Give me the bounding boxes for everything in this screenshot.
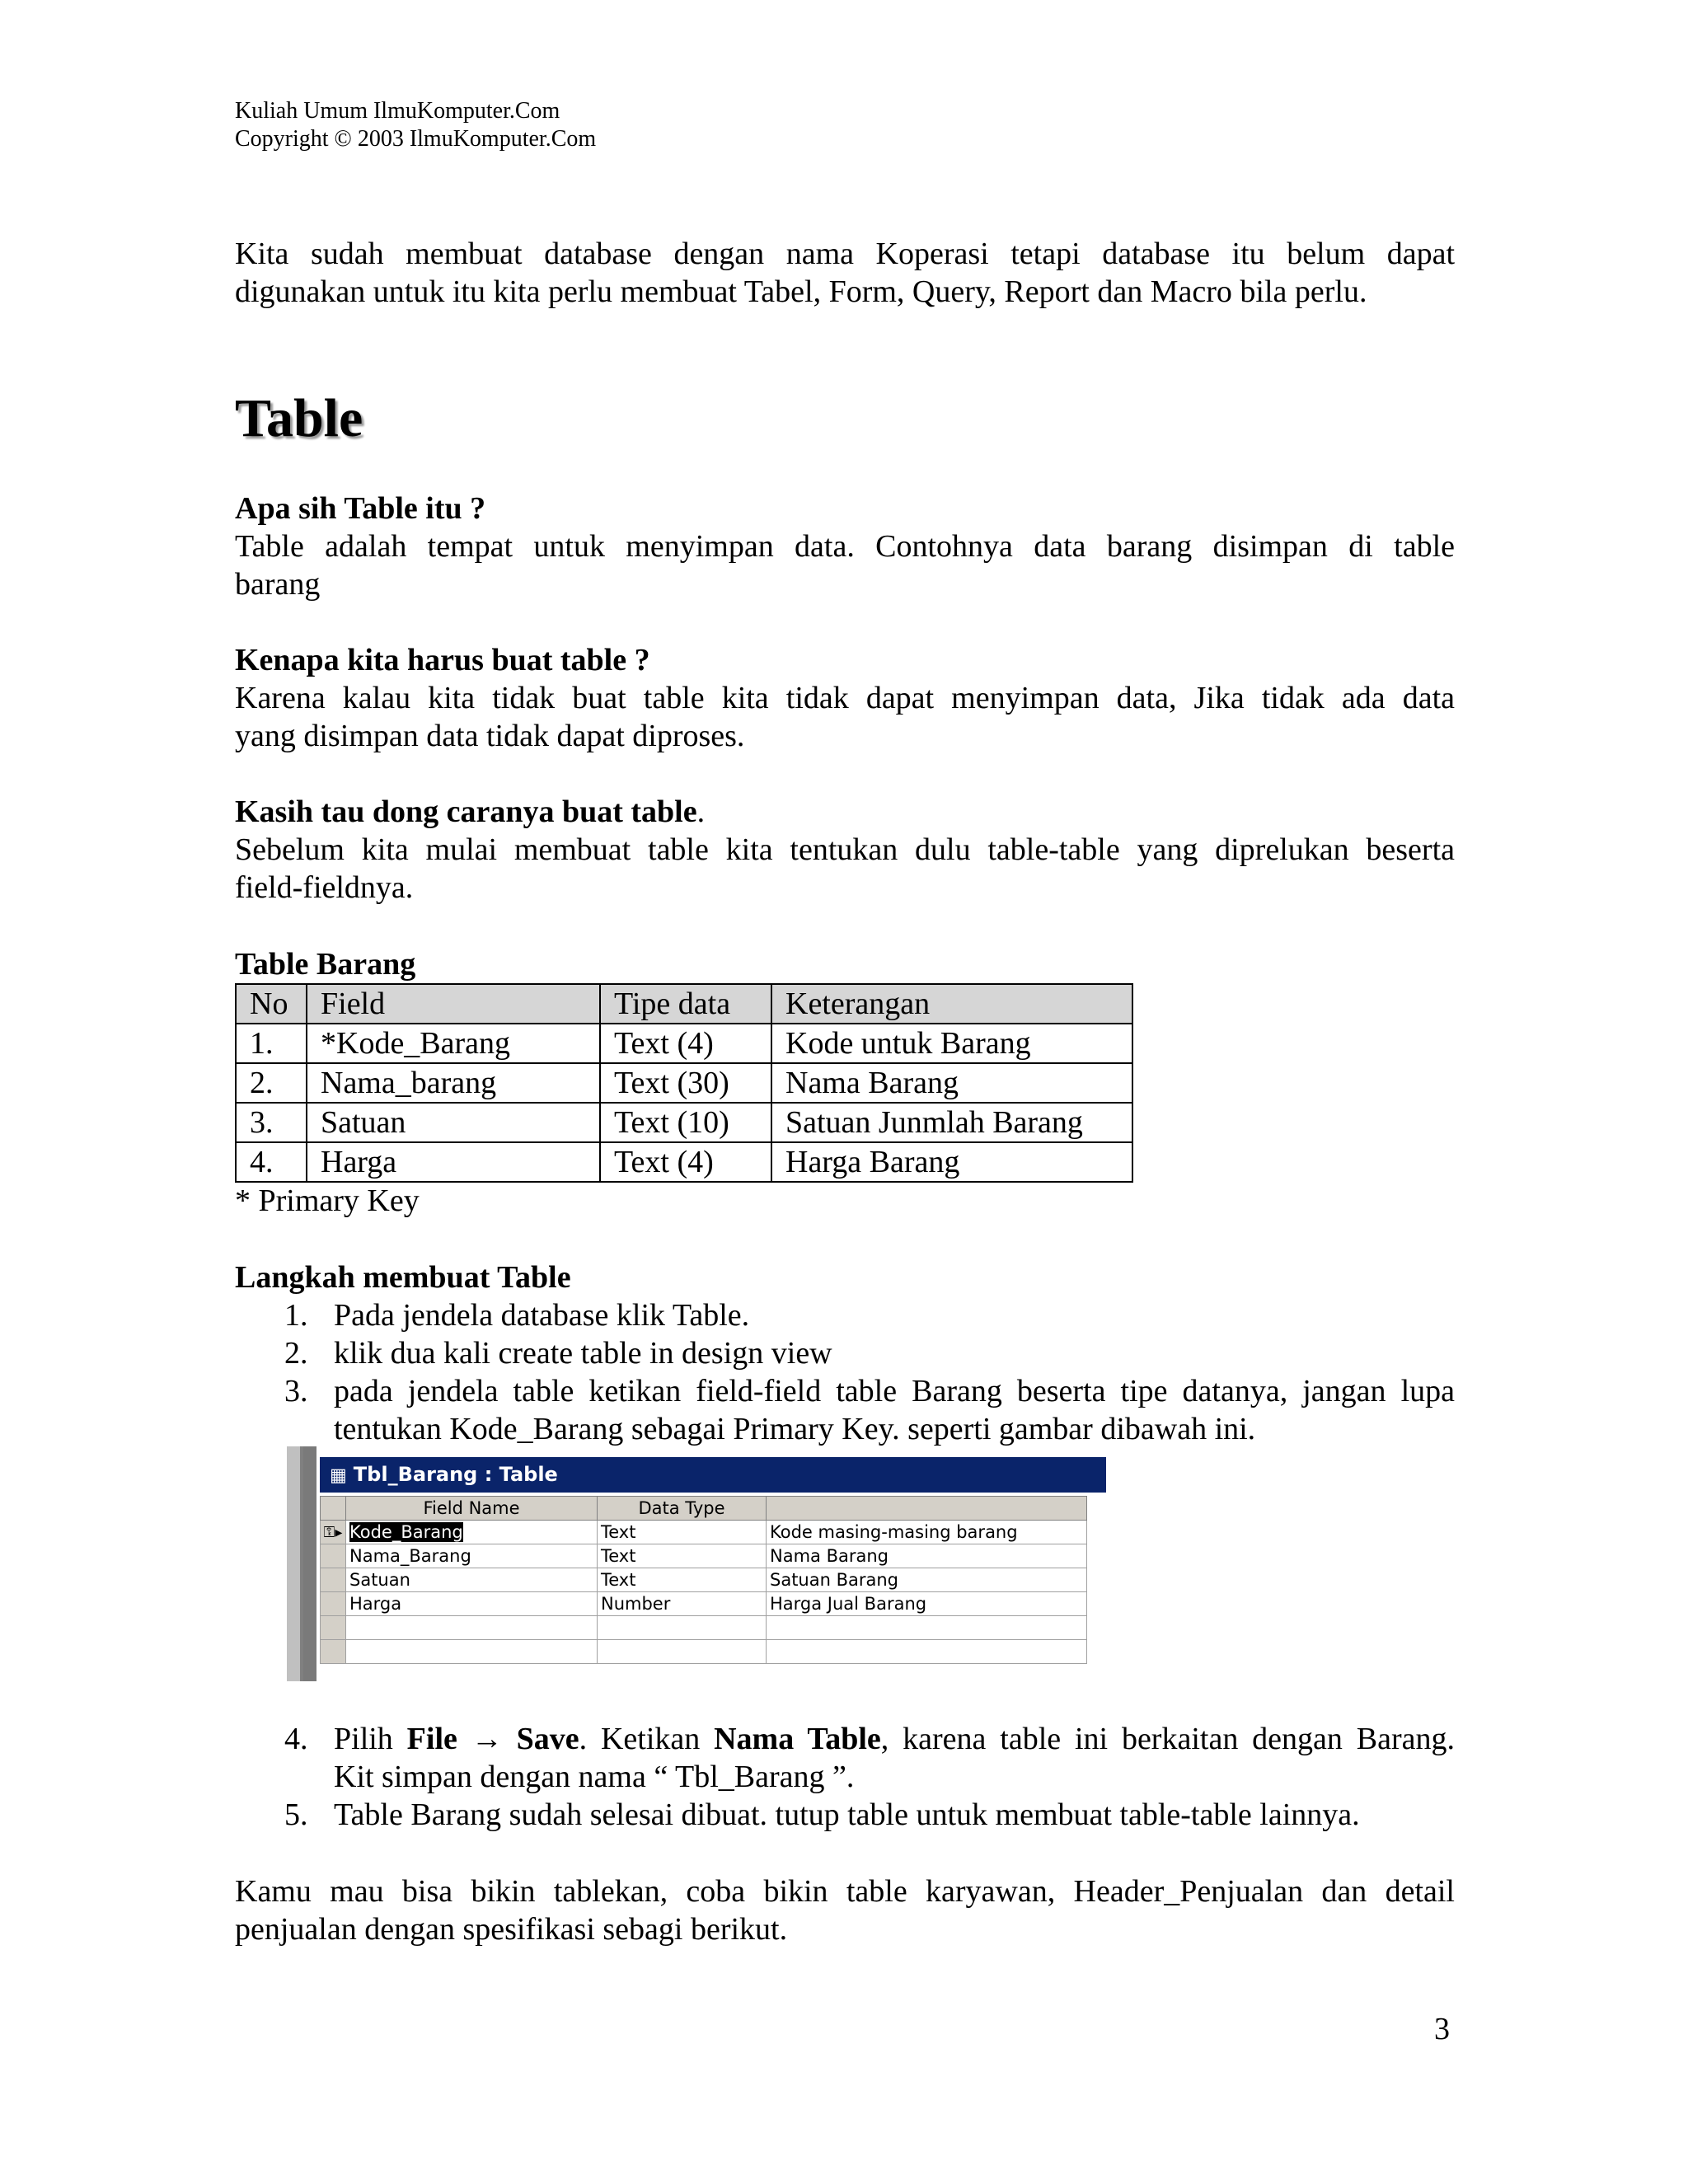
grid-cell[interactable] [767, 1616, 1087, 1640]
closing-line-1: Kamu mau bisa bikin tablekan, coba bikin table karyawan, Header_Penjualan dan detail [235, 1874, 1455, 1909]
grid-header-cell: Field Name [346, 1497, 598, 1521]
grid-cell[interactable] [598, 1640, 767, 1664]
table-title: Table Barang [235, 947, 416, 982]
grid-cell[interactable]: Nama_Barang [346, 1544, 598, 1568]
grid-cell[interactable] [767, 1640, 1087, 1664]
table-cell: *Kode_Barang [307, 1024, 600, 1063]
header-cell: Field [307, 984, 600, 1024]
list-text-part: . Ketikan [579, 1722, 715, 1756]
list-item [284, 1720, 1455, 1796]
row-selector-header [321, 1497, 346, 1521]
selected-field-name[interactable]: Kode_Barang [349, 1522, 463, 1542]
table-cell: Text (30) [600, 1063, 771, 1103]
bold-nama-table: Nama Table [714, 1722, 881, 1756]
table-footnote: * Primary Key [235, 1183, 420, 1218]
list-text-part: Pilih [334, 1722, 407, 1756]
steps-list-continued [284, 1720, 1455, 1834]
table-header-row [236, 984, 1132, 1024]
question-3-period: . [696, 794, 706, 829]
section-heading: Table [235, 388, 363, 448]
table-cell: 4. [236, 1142, 307, 1182]
list-item [284, 1296, 1455, 1334]
list-text-line-2: Kit simpan dengan nama “ Tbl_Barang ”. [334, 1760, 855, 1794]
intro-paragraph [235, 235, 1455, 311]
table-row [236, 1063, 1132, 1103]
grid-row[interactable] [321, 1568, 1087, 1592]
list-number: 4. [284, 1722, 308, 1756]
grid-cell[interactable]: Satuan Barang [767, 1568, 1087, 1592]
steps-title: Langkah membuat Table [235, 1260, 571, 1295]
answer-2-line-2: yang disimpan data tidak dapat diproses. [235, 719, 745, 753]
table-cell: Kode untuk Barang [771, 1024, 1132, 1063]
table-cell: Satuan [307, 1103, 600, 1142]
table-cell: Nama Barang [771, 1063, 1132, 1103]
intro-line-2: digunakan untuk itu kita perlu membuat Tabel, Form, Query, Report dan Macro bila perlu. [235, 274, 1367, 309]
table-grid-icon: ▦ [330, 1465, 347, 1486]
list-text-line-2: tentukan Kode_Barang sebagai Primary Key. seperti gambar dibawah ini. [334, 1412, 1256, 1446]
grid-header-cell: Data Type [598, 1497, 767, 1521]
grid-cell[interactable] [346, 1521, 598, 1544]
table-cell: Harga [307, 1142, 600, 1182]
grid-row-empty[interactable] [321, 1640, 1087, 1664]
answer-2-line-1: Karena kalau kita tidak buat table kita tidak dapat menyimpan data, Jika tidak ada data [235, 681, 1455, 715]
grid-row-empty[interactable] [321, 1616, 1087, 1640]
grid-row[interactable] [321, 1521, 1087, 1544]
list-text: klik dua kali create table in design view [334, 1336, 832, 1371]
primary-key-icon[interactable]: ⚿▸ [321, 1521, 346, 1544]
row-selector[interactable] [321, 1568, 346, 1592]
table-cell: 1. [236, 1024, 307, 1063]
row-selector[interactable] [321, 1592, 346, 1616]
window-titlebar[interactable] [320, 1457, 1106, 1493]
table-row [236, 1024, 1132, 1063]
table-cell: 2. [236, 1063, 307, 1103]
list-text: Table Barang sudah selesai dibuat. tutup table untuk membuat table-table lainnya. [334, 1797, 1360, 1832]
list-number: 2. [284, 1336, 308, 1371]
design-grid[interactable] [320, 1496, 1087, 1664]
list-text-line-1 [334, 1720, 1455, 1758]
intro-line-1: Kita sudah membuat database dengan nama Koperasi tetapi database itu belum dapat [235, 237, 1455, 271]
list-item [284, 1796, 1455, 1834]
grid-cell[interactable] [346, 1640, 598, 1664]
page-number: 3 [1434, 2012, 1450, 2046]
grid-cell[interactable]: Kode masing-masing barang [767, 1521, 1087, 1544]
table-barang [235, 983, 1133, 1183]
grid-cell[interactable]: Text [598, 1521, 767, 1544]
row-selector[interactable] [321, 1616, 346, 1640]
answer-3-line-1: Sebelum kita mulai membuat table kita tentukan dulu table-table yang diprelukan beserta [235, 832, 1455, 867]
closing-paragraph [235, 1872, 1455, 1948]
table-cell: Nama_barang [307, 1063, 600, 1103]
table-cell: Harga Barang [771, 1142, 1132, 1182]
answer-2 [235, 679, 1455, 755]
answer-1-line-1: Table adalah tempat untuk menyimpan data. Contohnya data barang disimpan di table [235, 529, 1455, 564]
row-selector[interactable] [321, 1640, 346, 1664]
table-cell: Satuan Junmlah Barang [771, 1103, 1132, 1142]
list-text-part: , karena table ini berkaitan dengan Barang. [880, 1722, 1455, 1756]
list-item [284, 1334, 1455, 1372]
grid-cell[interactable]: Satuan [346, 1568, 598, 1592]
header-line-1: Kuliah Umum IlmuKomputer.Com [235, 98, 560, 124]
list-number: 3. [284, 1374, 308, 1408]
access-table-screenshot [287, 1446, 1106, 1681]
list-item [284, 1372, 1455, 1448]
list-text: Pada jendela database klik Table. [334, 1298, 750, 1333]
row-selector[interactable] [321, 1544, 346, 1568]
question-1: Apa sih Table itu ? [235, 491, 486, 526]
answer-3-line-2: field-fieldnya. [235, 870, 414, 905]
grid-header-row [321, 1497, 1087, 1521]
grid-cell[interactable] [598, 1616, 767, 1640]
grid-cell[interactable]: Nama Barang [767, 1544, 1087, 1568]
steps-list [284, 1296, 1455, 1448]
bold-save: Save [516, 1722, 579, 1756]
window-frame-edge [287, 1446, 303, 1681]
bold-file: File [406, 1722, 457, 1756]
list-number: 5. [284, 1797, 308, 1832]
window-frame-shadow [303, 1446, 316, 1681]
grid-cell[interactable]: Text [598, 1568, 767, 1592]
header-cell: Tipe data [600, 984, 771, 1024]
table-cell: Text (10) [600, 1103, 771, 1142]
grid-row[interactable] [321, 1592, 1087, 1616]
question-2: Kenapa kita harus buat table ? [235, 643, 650, 677]
answer-3 [235, 831, 1455, 907]
closing-line-2: penjualan dengan spesifikasi sebagi berikut. [235, 1912, 788, 1947]
table-cell: 3. [236, 1103, 307, 1142]
running-header [235, 97, 596, 153]
grid-header-cell [767, 1497, 1087, 1521]
arrow-icon: → [457, 1722, 517, 1756]
answer-1 [235, 527, 1455, 603]
table-cell: Text (4) [600, 1024, 771, 1063]
answer-1-line-2: barang [235, 567, 321, 602]
grid-cell[interactable]: Number [598, 1592, 767, 1616]
table-row [236, 1103, 1132, 1142]
grid-row[interactable] [321, 1544, 1087, 1568]
header-cell: No [236, 984, 307, 1024]
window-title: Tbl_Barang : Table [353, 1463, 558, 1486]
list-text-line-1: pada jendela table ketikan field-field table Barang beserta tipe datanya, jangan lupa [334, 1374, 1455, 1408]
header-line-2: Copyright © 2003 IlmuKomputer.Com [235, 126, 597, 152]
question-3 [235, 793, 705, 831]
grid-cell[interactable]: Harga [346, 1592, 598, 1616]
question-3-text: Kasih tau dong caranya buat table [235, 794, 697, 829]
table-row [236, 1142, 1132, 1182]
table-cell: Text (4) [600, 1142, 771, 1182]
header-cell: Keterangan [771, 984, 1132, 1024]
grid-cell[interactable]: Text [598, 1544, 767, 1568]
list-number: 1. [284, 1298, 308, 1333]
grid-cell[interactable]: Harga Jual Barang [767, 1592, 1087, 1616]
grid-cell[interactable] [346, 1616, 598, 1640]
